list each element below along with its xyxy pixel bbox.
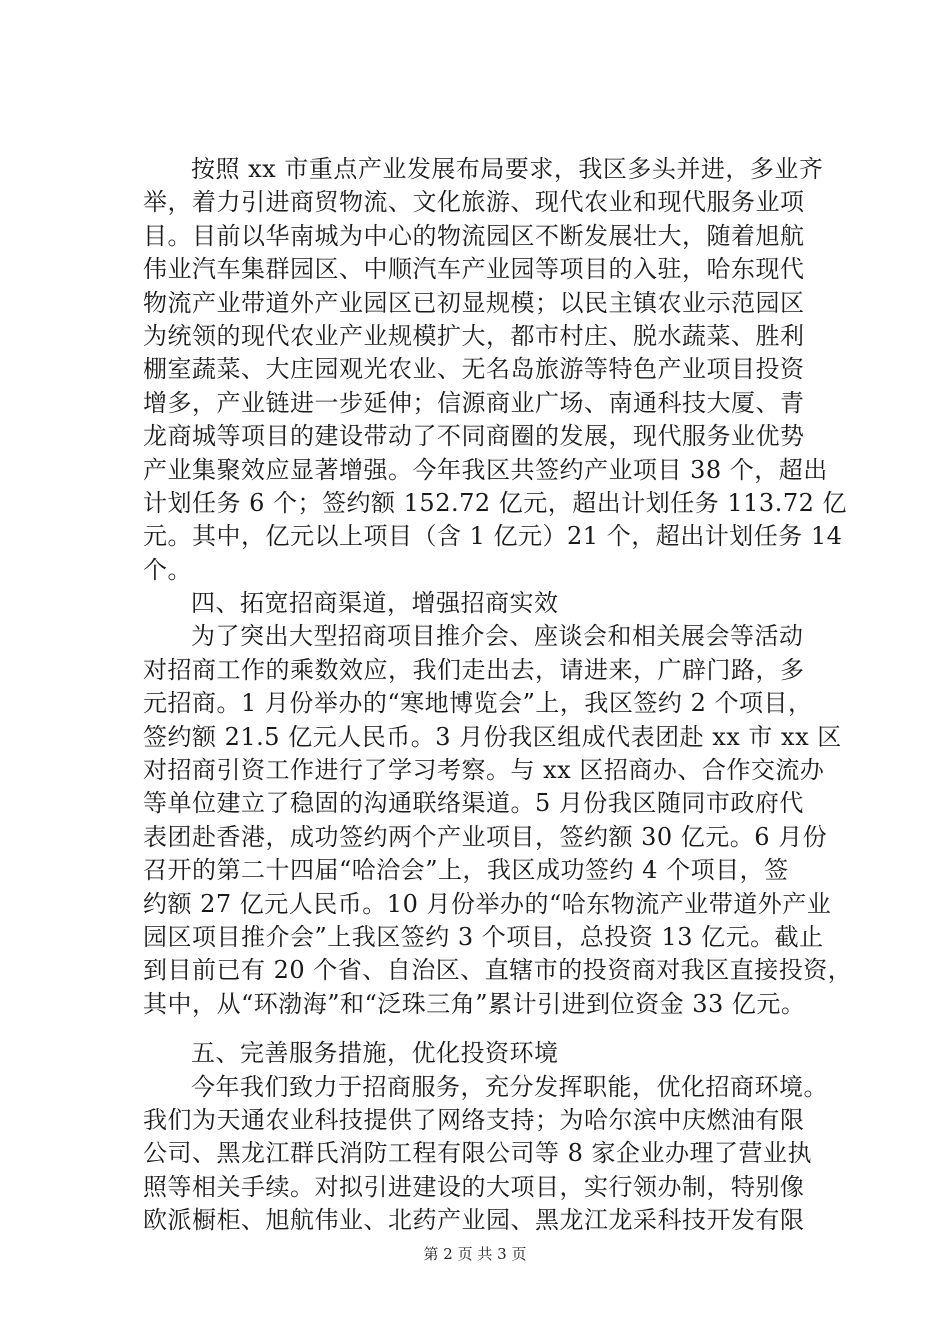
document-body [143,153,853,1238]
text-line: 约额 27 亿元人民币。10 月份举办的“哈东物流产业带道外产业 [143,889,832,918]
text-line: 增多，产业链进一步延伸；信源商业广场、南通科技大厦、青 [143,388,805,417]
section-heading: 五、完善服务措施，优化投资环境 [191,1039,559,1068]
text-line: 元。其中，亿元以上项目（含 1 亿元）21 个，超出计划任务 14 [143,522,843,551]
text-line: 举，着力引进商贸物流、文化旅游、现代农业和现代服务业项 [143,188,805,217]
text-line: 产业集聚效应显著增强。今年我区共签约产业项目 38 个，超出 [143,455,828,484]
text-line: 为统领的现代农业产业规模扩大，都市村庄、脱水蔬菜、胜利 [143,321,805,350]
text-line: 召开的第二十四届“哈洽会”上，我区成功签约 4 个项目，签 [143,856,789,885]
text-line: 龙商城等项目的建设带动了不同商圈的发展，现代服务业优势 [143,422,805,451]
text-line: 物流产业带道外产业园区已初显规模；以民主镇农业示范园区 [143,288,805,317]
text-line: 照等相关手续。对拟引进建设的大项目，实行领办制，特别像 [143,1172,805,1201]
text-line: 对招商工作的乘数效应，我们走出去，请进来，广辟门路，多 [143,655,805,684]
text-line: 计划任务 6 个；签约额 152.72 亿元，超出计划任务 113.72 亿 [143,488,847,517]
text-line: 为了突出大型招商项目推介会、座谈会和相关展会等活动 [191,622,804,651]
text-line: 园区项目推介会”上我区签约 3 个项目，总投资 13 亿元。截止 [143,922,824,951]
text-line: 对招商引资工作进行了学习考察。与 xx 区招商办、合作交流办 [143,756,825,785]
text-line: 棚室蔬菜、大庄园观光农业、无名岛旅游等特色产业项目投资 [143,355,805,384]
text-line: 按照 xx 市重点产业发展布局要求，我区多头并进，多业齐 [191,155,824,183]
paragraph-gap [143,1021,843,1037]
text-line: 元招商。1 月份举办的“寒地博览会”上，我区签约 2 个项目， [143,689,813,718]
text-line: 目。目前以华南城为中心的物流园区不断发展壮大，随着旭航 [143,221,805,250]
text-line: 到目前已有 20 个省、自治区、直辖市的投资商对我区直接投资， [143,956,853,985]
text-line: 公司、黑龙江群氏消防工程有限公司等 8 家企业办理了营业执 [143,1139,813,1168]
text-line: 等单位建立了稳固的沟通联络渠道。5 月份我区随同市政府代 [143,789,804,818]
text-line: 签约额 21.5 亿元人民币。3 月份我区组成代表团赴 xx 市 xx 区 [143,722,842,751]
text-line: 欧派橱柜、旭航伟业、北药产业园、黑龙江龙采科技开发有限 [143,1206,805,1235]
section-heading: 四、拓宽招商渠道，增强招商实效 [191,589,559,618]
page-footer: 第 2 页 共 3 页 [423,1245,527,1263]
text-line: 我们为天通农业科技提供了网络支持；为哈尔滨中庆燃油有限 [143,1105,805,1134]
text-line: 伟业汽车集群园区、中顺汽车产业园等项目的入驻，哈东现代 [143,255,805,284]
text-line: 今年我们致力于招商服务，充分发挥职能，优化招商环境。 [191,1072,828,1101]
text-line: 表团赴香港，成功签约两个产业项目，签约额 30 亿元。6 月份 [143,822,828,851]
text-line: 其中，从“环渤海”和“泛珠三角”累计引进到位资金 33 亿元。 [143,989,806,1018]
text-line: 个。 [143,555,192,584]
